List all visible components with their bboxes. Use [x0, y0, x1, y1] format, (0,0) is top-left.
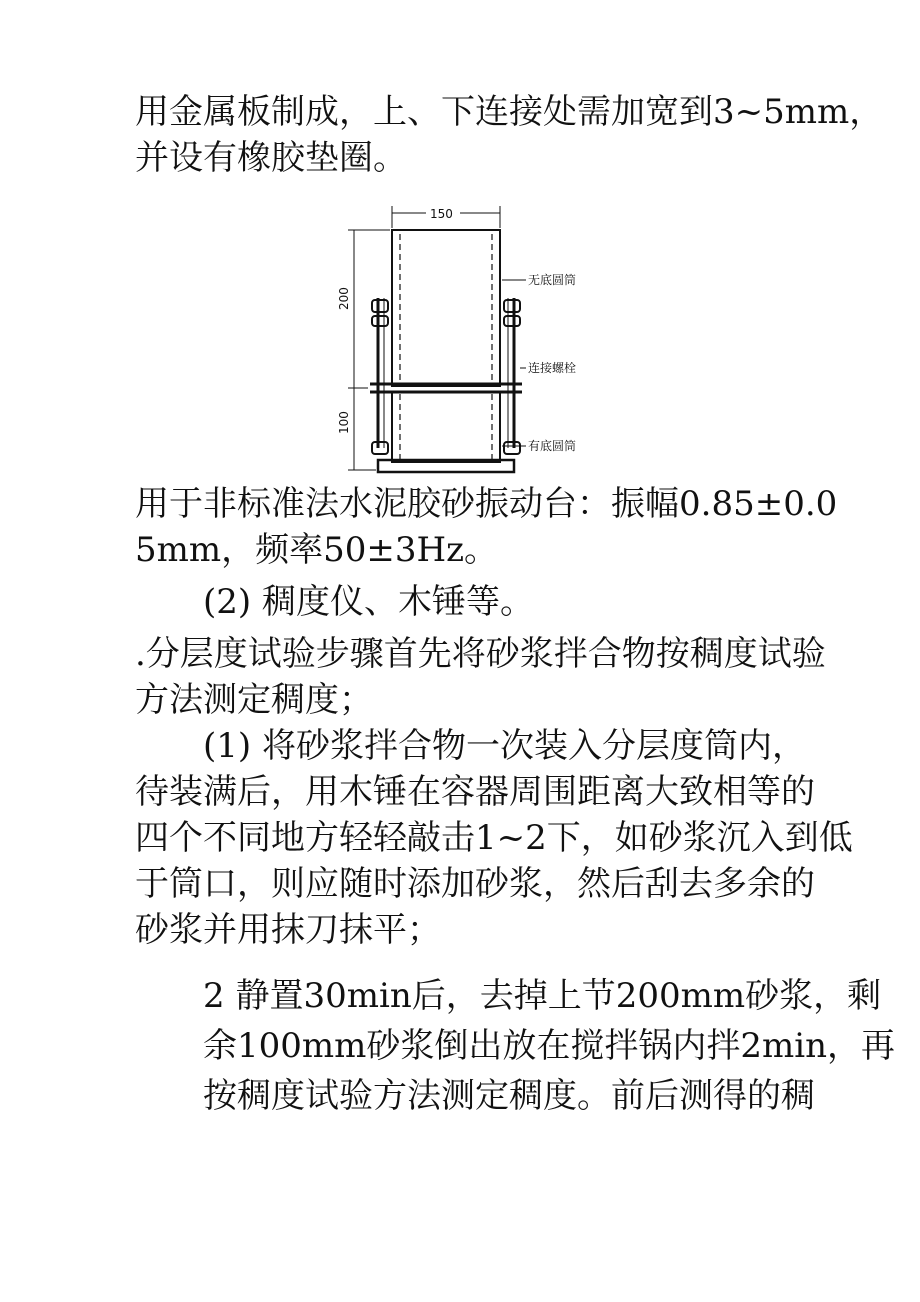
- bolt-label: 连接螺栓: [528, 361, 577, 375]
- top-cylinder-label: 无底圆筒: [528, 273, 577, 287]
- section-heading-line: 方法测定稠度；: [135, 680, 373, 720]
- step-line: 四个不同地方轻轻敲击1~2下，如砂浆沉入到低: [135, 818, 853, 858]
- step-line: (1) 将砂浆拌合物一次装入分层度筒内，: [203, 726, 806, 766]
- step-line: 于筒口，则应随时添加砂浆，然后刮去多余的: [135, 864, 815, 904]
- step-line: 余100mm砂浆倒出放在搅拌锅内拌2min，再: [203, 1026, 896, 1066]
- paragraph-line: 并设有橡胶垫圈。: [135, 138, 407, 178]
- paragraph-line: 用于非标准法水泥胶砂振动台：振幅0.85±0.0: [135, 484, 838, 524]
- step-line: 待装满后，用木锤在容器周围距离大致相等的: [135, 772, 815, 812]
- paragraph-line: 用金属板制成，上、下连接处需加宽到3~5mm，: [135, 92, 884, 132]
- step-line: 按稠度试验方法测定稠度。前后测得的稠: [203, 1076, 815, 1116]
- section-heading-line: .分层度试验步骤首先将砂浆拌合物按稠度试验: [135, 634, 826, 674]
- lower-height-dimension-label: 100: [337, 411, 351, 434]
- upper-height-dimension-label: 200: [337, 287, 351, 310]
- step-line: 砂浆并用抹刀抹平；: [135, 910, 441, 950]
- width-dimension-label: 150: [430, 207, 453, 221]
- paragraph-line: 5mm，频率50±3Hz。: [135, 530, 499, 570]
- bottom-cylinder-label: 有底圆筒: [528, 439, 577, 453]
- layering-cylinder-diagram: [330, 198, 610, 480]
- equipment-item: (2) 稠度仪、木锤等。: [203, 582, 534, 622]
- step-line: 2 静置30min后，去掉上节200mm砂浆，剩: [203, 976, 882, 1016]
